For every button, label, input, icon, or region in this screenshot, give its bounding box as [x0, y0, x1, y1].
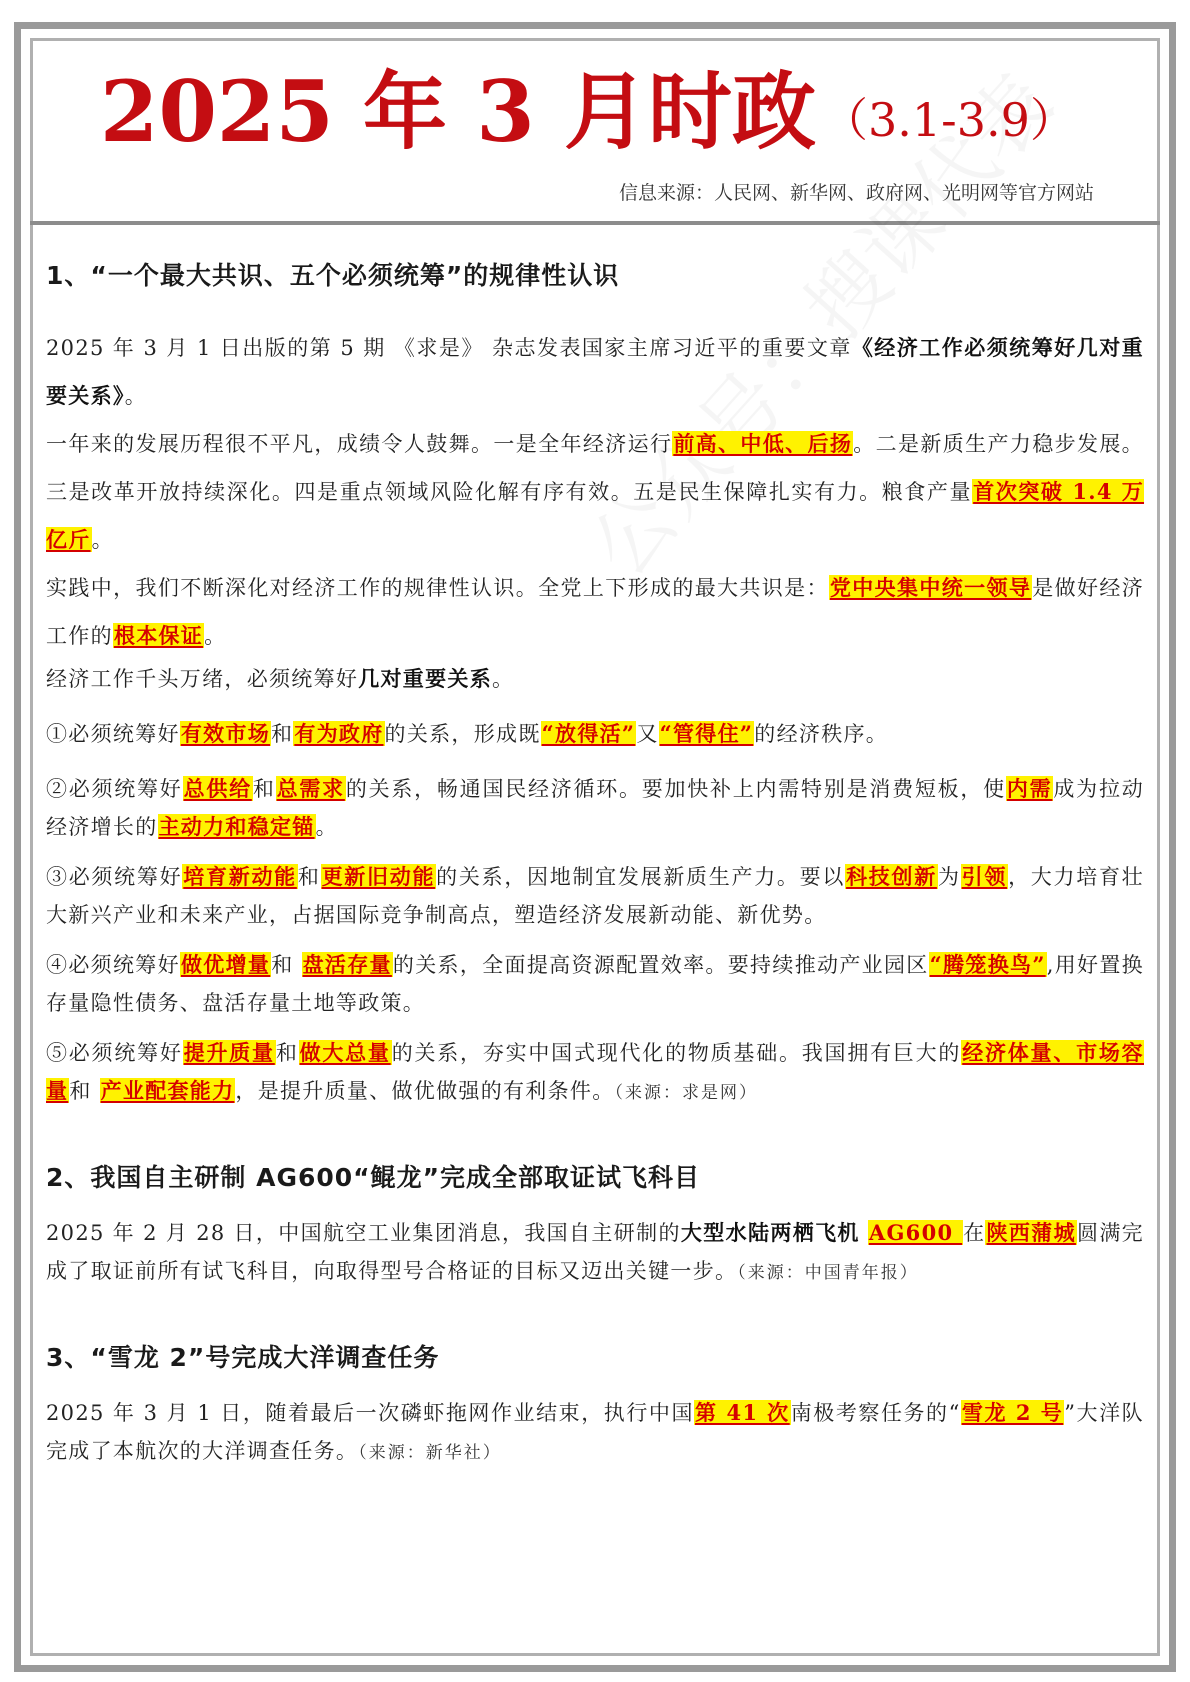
section-1-paragraph-4	[46, 660, 1144, 698]
text: 。	[492, 667, 515, 691]
highlight: AG600	[868, 1220, 963, 1245]
text: 。	[124, 384, 148, 408]
text: 和	[271, 722, 294, 746]
highlight: 根本保证	[113, 623, 204, 648]
list-item-2	[46, 770, 1144, 846]
text: 南极考察任务的“	[790, 1401, 961, 1425]
text: 为	[937, 865, 961, 889]
highlight: 总需求	[276, 776, 345, 801]
section-1-paragraph-2	[46, 420, 1144, 564]
section-2-title: 2、我国自主研制 AG600“鲲龙”完成全部取证试飞科目	[46, 1163, 701, 1192]
text: 2025 年 3 月 1 日，随着最后一次磷虾拖网作业结束，执行中国	[46, 1401, 695, 1425]
text: 是做好经济工作的	[46, 576, 1145, 648]
text: ①必须统筹好	[46, 722, 180, 746]
text: 。	[315, 815, 338, 839]
text: 经济工作千头万绪，必须统筹好	[46, 667, 359, 691]
source-line: 信息来源：人民网、新华网、政府网、光明网等官方网站	[618, 182, 1094, 204]
highlight: 雪龙 2 号	[961, 1400, 1064, 1425]
text: 的关系，全面提高资源配置效率。要持续推动产业园区	[392, 953, 929, 977]
highlight: 陕西蒲城	[986, 1220, 1076, 1245]
highlight: 科技创新	[846, 864, 937, 889]
section-1-paragraph-1	[46, 324, 1144, 420]
text: 的关系，夯实中国式现代化的物质基础。我国拥有巨大的	[391, 1041, 962, 1065]
text: ③必须统筹好	[46, 865, 183, 889]
section-2-paragraph-1	[46, 1214, 1144, 1292]
article-body	[46, 258, 1144, 1472]
highlight: 内需	[1006, 776, 1053, 801]
text: 和	[297, 865, 321, 889]
text: 在	[963, 1221, 986, 1245]
highlight: 党中央集中统一领导	[829, 575, 1032, 600]
highlight: 做优增量	[180, 952, 271, 977]
highlight: 更新旧动能	[321, 864, 436, 889]
bold-text: 大型水陆两栖飞机	[680, 1220, 860, 1245]
text: 。	[204, 624, 227, 648]
highlight: 有为政府	[294, 721, 384, 746]
highlight: 首次突破 1.4 万亿斤	[46, 479, 1145, 552]
highlight: “管得住”	[659, 721, 754, 746]
text: 和	[275, 1041, 299, 1065]
text: ②必须统筹好	[46, 777, 183, 801]
text: ，大力培育壮大新兴产业和未来产业，占据国际竞争制高点，塑造经济发展新动能、新优势。	[46, 865, 1144, 927]
highlight: 引领	[961, 864, 1008, 889]
highlight: 主动力和稳定锚	[158, 814, 315, 839]
section-1-title: 1、“一个最大共识、五个必须统筹”的规律性认识	[46, 261, 620, 290]
header-divider	[30, 221, 1160, 225]
highlight: 有效市场	[180, 721, 271, 746]
text: 的关系，因地制宜发展新质生产力。要以	[436, 865, 846, 889]
highlight: 总供给	[183, 776, 252, 801]
highlight: 前高、中低、后扬	[673, 431, 853, 456]
source-note: （来源：中国青年报）	[737, 1263, 919, 1283]
list-item-5	[46, 1034, 1144, 1112]
highlight: 盘活存量	[302, 952, 392, 977]
list-item-1	[46, 710, 1144, 758]
text: ④必须统筹好	[46, 953, 180, 977]
text: ，是提升质量、做优做强的有利条件。	[235, 1079, 615, 1103]
text: 圆满完成了取证前所有试飞科目，向取得型号合格证的目标又迈出关键一步。	[46, 1221, 1144, 1283]
highlight: 培育新动能	[183, 864, 297, 889]
text: ,用好置换存量隐性债务、盘活存量土地等政策。	[46, 953, 1144, 1015]
list-item-3	[46, 858, 1144, 934]
section-1-paragraph-3	[46, 564, 1144, 660]
text: 。	[91, 528, 114, 552]
text: 和	[252, 777, 276, 801]
text: 实践中，我们不断深化对经济工作的规律性认识。全党上下形成的最大共识是：	[46, 576, 829, 600]
highlight: “腾笼换鸟”	[929, 952, 1046, 977]
bold-text: 几对重要关系	[358, 666, 493, 691]
section-3-title: 3、“雪龙 2”号完成大洋调查任务	[46, 1343, 440, 1372]
text: 2025 年 2 月 28 日，中国航空工业集团消息，我国自主研制的	[46, 1221, 681, 1245]
text: ⑤必须统筹好	[46, 1041, 183, 1065]
highlight: 第 41 次	[695, 1400, 790, 1425]
text	[860, 1221, 868, 1245]
highlight: 做大总量	[299, 1040, 391, 1065]
text: 的关系，形成既	[384, 722, 541, 746]
bold-text: 《经济工作必须统筹好几对重要关系》	[46, 335, 1144, 408]
source-note: （来源：新华社）	[358, 1443, 502, 1463]
highlight: “放得活”	[541, 721, 636, 746]
text: 和	[271, 953, 302, 977]
text: 的经济秩序。	[754, 722, 889, 746]
highlight: 经济体量、市场容量	[46, 1040, 1144, 1103]
page-title: 2025 年 3 月时政	[100, 62, 816, 161]
text: 和	[69, 1079, 100, 1103]
source-note: （来源：求是网）	[614, 1083, 759, 1103]
text: 一年来的发展历程很不平凡，成绩令人鼓舞。一是全年经济运行	[46, 432, 673, 456]
text: 2025 年 3 月 1 日出版的第 5 期 《求是》 杂志发表国家主席习近平的重要文章	[46, 336, 852, 360]
section-3-paragraph-1	[46, 1394, 1144, 1472]
list-item-4	[46, 946, 1144, 1022]
highlight: 产业配套能力	[100, 1078, 235, 1103]
text: 。二是新质生产力稳步发展。三是改革开放持续深化。四是重点领域风险化解有序有效。五是民生保障扎实有力。粮食产量	[46, 432, 1144, 504]
date-range: （3.1-3.9）	[822, 93, 1076, 147]
highlight: 提升质量	[183, 1040, 275, 1065]
text: ”大洋队完成了本航次的大洋调查任务。	[46, 1401, 1144, 1463]
text: 的关系，畅通国民经济循环。要加快补上内需特别是消费短板，使	[345, 777, 1006, 801]
text: 成为拉动经济增长的	[46, 777, 1144, 839]
text: 又	[636, 722, 659, 746]
